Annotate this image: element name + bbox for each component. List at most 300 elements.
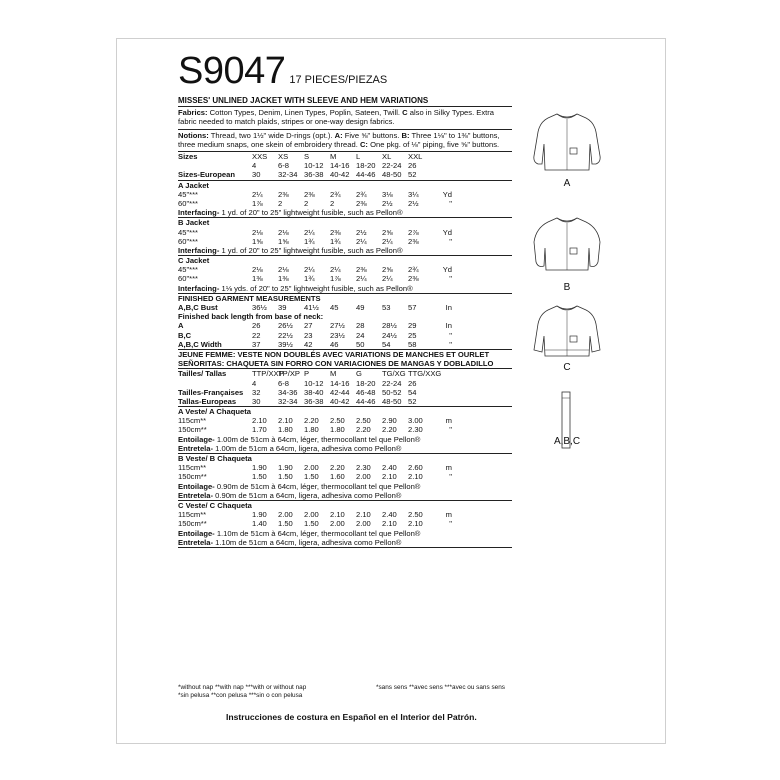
view-a-yardage-60 bbox=[178, 199, 512, 208]
footnote-fr: *sans sens **avec sens ***avec ou sans sens bbox=[376, 684, 505, 691]
table-cell: 2 bbox=[304, 198, 309, 208]
table-cell: 18-20 bbox=[356, 378, 376, 388]
table-cell: 32-34 bbox=[278, 170, 298, 180]
table-cell: In bbox=[445, 303, 452, 313]
table-cell: 1.50 bbox=[304, 472, 319, 482]
table-cell: 2½ bbox=[356, 227, 367, 237]
table-cell: SEÑORITAS: CHAQUETA SIN FORRO CON VARIACIONES DE MANGAS Y DOBLADILLO bbox=[178, 359, 494, 369]
view-a-sketch bbox=[524, 108, 610, 189]
table-cell: 37 bbox=[252, 339, 261, 349]
table-cell: 1⅛ yds. of 20" to 25" lightweight fusible, such as Pellon® bbox=[219, 283, 413, 293]
table-cell: 2⅜ bbox=[356, 198, 367, 208]
piece-count: 17 PIECES/PIEZAS bbox=[289, 74, 388, 86]
table-cell: 2.10 bbox=[252, 416, 267, 426]
table-cell: Sizes-European bbox=[178, 170, 235, 180]
table-cell: 1.00m de 51cm à 64cm, léger, thermocollant tel que Pellon® bbox=[214, 434, 421, 444]
table-cell: Yd bbox=[442, 265, 452, 275]
table-cell: 48-50 bbox=[382, 170, 402, 180]
table-cell: 48-50 bbox=[382, 396, 402, 406]
table-cell: Tailles-Françaises bbox=[178, 387, 244, 397]
table-cell: 115cm** bbox=[178, 510, 207, 520]
table-cell: B: bbox=[401, 130, 410, 140]
view-b-heading bbox=[178, 218, 512, 227]
table-cell: A bbox=[178, 321, 184, 331]
table-cell: 1⅝ bbox=[278, 236, 289, 246]
view-a-label: A bbox=[563, 178, 571, 189]
table-cell: 1⅞ bbox=[252, 198, 263, 208]
table-cell: 34-36 bbox=[278, 387, 298, 397]
table-cell: Yd bbox=[442, 189, 452, 199]
table-cell: 58 bbox=[408, 339, 417, 349]
table-cell: 2.10 bbox=[356, 510, 371, 520]
table-cell: 60"*** bbox=[178, 236, 199, 246]
table-cell: 1¾ bbox=[304, 236, 315, 246]
table-cell: JEUNE FEMME: VESTE NON DOUBLÉS AVEC VARIATIONS DE MANCHES ET OURLET bbox=[178, 349, 490, 359]
table-cell: Entoilage- bbox=[178, 481, 215, 491]
view-c-yardage-45 bbox=[178, 265, 512, 274]
footnote-en: *without nap **with nap ***with or without nap bbox=[178, 684, 307, 691]
table-cell: " bbox=[449, 198, 452, 208]
table-cell: B Veste/ B Chaqueta bbox=[178, 454, 252, 464]
table-cell: 53 bbox=[382, 303, 391, 313]
table-cell: 26 bbox=[252, 321, 261, 331]
table-cell: 2.50 bbox=[356, 416, 371, 426]
table-cell: Cotton Types, Denim, Linen Types, Poplin, Sateen, Twill. bbox=[209, 108, 403, 118]
table-cell: Notions: bbox=[178, 130, 209, 140]
spanish-title bbox=[178, 359, 512, 369]
view-a-heading bbox=[178, 181, 512, 190]
finished-measurements-heading bbox=[178, 294, 512, 303]
table-cell: A,B,C Width bbox=[178, 339, 222, 349]
table-cell: One pkg. of ⅛" piping, five ⅝" buttons. bbox=[367, 139, 500, 149]
table-cell: 10-12 bbox=[304, 378, 324, 388]
table-cell: 40-42 bbox=[330, 396, 350, 406]
table-cell: 115cm** bbox=[178, 463, 207, 473]
table-cell: 14-16 bbox=[330, 378, 350, 388]
table-cell: 2⅜ bbox=[408, 274, 419, 284]
size-numbers-row bbox=[178, 161, 512, 170]
metric-view-b-entretela bbox=[178, 491, 512, 501]
table-cell: A: bbox=[334, 130, 343, 140]
table-cell: 42 bbox=[304, 339, 313, 349]
pattern-title: MISSES' UNLINED JACKET WITH SLEEVE AND HEM VARIATIONS bbox=[178, 96, 512, 107]
table-cell: 27 bbox=[304, 321, 313, 331]
fabrics-paragraph bbox=[178, 107, 512, 129]
table-cell: 6-8 bbox=[278, 161, 289, 171]
view-c-interfacing bbox=[178, 284, 512, 294]
table-cell: 2⅜ bbox=[304, 189, 315, 199]
bust-row bbox=[178, 303, 512, 312]
table-cell: 41½ bbox=[304, 303, 319, 313]
view-b-interfacing bbox=[178, 246, 512, 256]
table-cell: Five ⅝" buttons. bbox=[342, 130, 402, 140]
metric-view-b-150 bbox=[178, 472, 512, 481]
table-cell: 1.40 bbox=[252, 519, 267, 529]
table-cell: 36-38 bbox=[304, 396, 324, 406]
table-cell: 45"*** bbox=[178, 189, 199, 199]
metric-view-a-115 bbox=[178, 416, 512, 425]
table-cell: 2⅛ bbox=[252, 265, 263, 275]
table-cell: 150cm** bbox=[178, 425, 207, 435]
table-cell: 2 bbox=[278, 198, 283, 208]
table-cell: 46-48 bbox=[356, 387, 376, 397]
table-cell: 2⅛ bbox=[252, 227, 263, 237]
table-cell: 2⅝ bbox=[382, 265, 393, 275]
table-cell: A Jacket bbox=[178, 180, 209, 190]
table-cell: 1.90 bbox=[252, 463, 267, 473]
view-b-yardage-60 bbox=[178, 237, 512, 246]
table-cell: m bbox=[445, 510, 452, 520]
table-cell: 2.10 bbox=[330, 510, 345, 520]
table-cell: 23½ bbox=[330, 330, 345, 340]
table-cell: 2¼ bbox=[382, 236, 393, 246]
pattern-number: S9047 bbox=[178, 50, 286, 92]
table-cell: 28 bbox=[356, 321, 365, 331]
table-cell: 45"*** bbox=[178, 265, 199, 275]
table-cell: A Veste/ A Chaqueta bbox=[178, 407, 252, 417]
table-cell: 2¾ bbox=[356, 189, 367, 199]
table-cell: 23 bbox=[304, 330, 313, 340]
table-cell: Entoilage- bbox=[178, 434, 215, 444]
table-cell: 2¼ bbox=[356, 274, 367, 284]
table-cell: 42-44 bbox=[330, 387, 350, 397]
table-cell: " bbox=[449, 472, 452, 482]
table-cell: 2.50 bbox=[408, 510, 423, 520]
table-cell: 2⅛ bbox=[278, 227, 289, 237]
table-cell: M bbox=[330, 152, 337, 162]
table-cell: B,C bbox=[178, 330, 192, 340]
table-cell: 3.00 bbox=[408, 416, 423, 426]
table-cell: " bbox=[449, 519, 452, 529]
table-cell: 1⅜ bbox=[252, 274, 263, 284]
table-cell: Fabrics: bbox=[178, 108, 208, 118]
table-cell: 44-46 bbox=[356, 170, 376, 180]
table-cell: 2⅜ bbox=[356, 265, 367, 275]
metric-size-numbers-row bbox=[178, 379, 512, 388]
table-cell: Entoilage- bbox=[178, 528, 215, 538]
view-c-label: C bbox=[563, 362, 571, 373]
table-cell: 2⅛ bbox=[278, 265, 289, 275]
table-cell: 1.90 bbox=[278, 463, 293, 473]
table-cell: 1.50 bbox=[252, 472, 267, 482]
table-cell: 1.70 bbox=[252, 425, 267, 435]
view-c-heading bbox=[178, 256, 512, 265]
table-cell: Interfacing- bbox=[178, 245, 220, 255]
table-cell: Entretela- bbox=[178, 537, 214, 547]
size-letters-row bbox=[178, 152, 512, 161]
table-cell: 2.50 bbox=[330, 416, 345, 426]
table-cell: 29 bbox=[408, 321, 417, 331]
metric-view-c-heading bbox=[178, 501, 512, 510]
table-cell: 52 bbox=[408, 396, 417, 406]
table-cell: 2½ bbox=[408, 198, 419, 208]
table-cell: 49 bbox=[356, 303, 365, 313]
table-cell: 57 bbox=[408, 303, 417, 313]
view-c-yardage-60 bbox=[178, 274, 512, 283]
table-cell: 30 bbox=[252, 170, 261, 180]
back-length-bc-row bbox=[178, 331, 512, 340]
table-cell: 2.40 bbox=[382, 510, 397, 520]
table-cell: 1.50 bbox=[304, 519, 319, 529]
table-cell: 54 bbox=[382, 339, 391, 349]
table-cell: 1 yd. of 20" to 25" lightweight fusible, such as Pellon® bbox=[219, 245, 403, 255]
jacket-c-drawing bbox=[524, 300, 610, 366]
table-cell: 1⅞ bbox=[330, 274, 341, 284]
table-cell: 24½ bbox=[382, 330, 397, 340]
table-cell: 22½ bbox=[278, 330, 293, 340]
view-abc-label: A,B,C bbox=[553, 436, 581, 447]
table-cell: 60"*** bbox=[178, 274, 199, 284]
table-cell: S bbox=[304, 152, 310, 162]
table-cell: TG/XG bbox=[382, 369, 406, 379]
table-cell: Yd bbox=[442, 227, 452, 237]
table-cell: Sizes bbox=[178, 152, 198, 162]
table-cell: C Jacket bbox=[178, 256, 210, 266]
metric-size-letters-row bbox=[178, 369, 512, 378]
table-cell: TTP/XXP bbox=[252, 369, 284, 379]
table-cell: 26 bbox=[408, 378, 417, 388]
table-cell: 39 bbox=[278, 303, 287, 313]
table-cell: 2.40 bbox=[382, 463, 397, 473]
table-cell: P bbox=[304, 369, 310, 379]
view-b-label: B bbox=[563, 282, 571, 293]
table-cell: 115cm** bbox=[178, 416, 207, 426]
table-cell: XXL bbox=[408, 152, 423, 162]
view-a-yardage-45 bbox=[178, 190, 512, 199]
table-cell: m bbox=[445, 416, 452, 426]
table-cell: also in Silky Types. Extra fabric needed to match plaids, stripes or one-way design fabrics. bbox=[178, 108, 495, 127]
table-cell: 50 bbox=[356, 339, 365, 349]
table-cell: 2.00 bbox=[356, 472, 371, 482]
metric-view-c-entoilage bbox=[178, 529, 512, 538]
footnotes bbox=[178, 684, 512, 700]
table-cell: TP/XP bbox=[278, 369, 300, 379]
table-cell: 2.00 bbox=[356, 519, 371, 529]
table-cell: 10-12 bbox=[304, 161, 324, 171]
table-cell: C Veste/ C Chaqueta bbox=[178, 500, 252, 510]
table-cell: XXS bbox=[252, 152, 268, 162]
table-cell: 150cm** bbox=[178, 472, 207, 482]
table-cell: " bbox=[449, 425, 452, 435]
table-cell: 60"*** bbox=[178, 198, 199, 208]
tailles-francaises-row bbox=[178, 388, 512, 397]
table-cell: 45 bbox=[330, 303, 339, 313]
table-cell: 1.10m de 51cm à 64cm, léger, thermocollant tel que Pellon® bbox=[214, 528, 421, 538]
metric-view-b-heading bbox=[178, 454, 512, 463]
table-cell: Entretela- bbox=[178, 443, 214, 453]
table-cell: Entretela- bbox=[178, 490, 214, 500]
table-cell: 26 bbox=[408, 161, 417, 171]
table-cell: 50-52 bbox=[382, 387, 402, 397]
sizes-european-row bbox=[178, 170, 512, 180]
table-cell: Tailles/ Tallas bbox=[178, 369, 227, 379]
table-cell: 2.10 bbox=[408, 519, 423, 529]
table-cell: 38-40 bbox=[304, 387, 324, 397]
table-cell: " bbox=[449, 339, 452, 349]
table-cell: 6-8 bbox=[278, 378, 289, 388]
view-a-interfacing bbox=[178, 208, 512, 218]
table-cell: 36½ bbox=[252, 303, 267, 313]
metric-view-b-entoilage bbox=[178, 482, 512, 491]
table-cell: FINISHED GARMENT MEASUREMENTS bbox=[178, 293, 321, 303]
table-cell: 22 bbox=[252, 330, 261, 340]
table-cell: 0.90m de 51cm a 64cm, ligera, adhesiva como Pellon® bbox=[213, 490, 402, 500]
metric-view-c-115 bbox=[178, 510, 512, 519]
table-cell: 2.00 bbox=[330, 519, 345, 529]
table-cell: 1¾ bbox=[330, 236, 341, 246]
yardage-chart bbox=[178, 96, 512, 548]
table-cell: 26½ bbox=[278, 321, 293, 331]
footnote-es: *sin pelusa **con pelusa ***sin o con pelusa bbox=[178, 692, 303, 699]
table-cell: 2.10 bbox=[278, 416, 293, 426]
table-cell: 22-24 bbox=[382, 378, 402, 388]
table-cell: B Jacket bbox=[178, 218, 210, 228]
table-cell: 1.60 bbox=[330, 472, 345, 482]
belt-sketch bbox=[524, 388, 610, 452]
table-cell: 54 bbox=[408, 387, 417, 397]
table-cell: 1.50 bbox=[278, 472, 293, 482]
view-c-sketch bbox=[524, 300, 610, 373]
table-cell: C: bbox=[359, 139, 368, 149]
table-cell: 27½ bbox=[330, 321, 345, 331]
table-cell: 25 bbox=[408, 330, 417, 340]
table-cell: 45"*** bbox=[178, 227, 199, 237]
table-cell: " bbox=[449, 330, 452, 340]
table-cell: 4 bbox=[252, 161, 257, 171]
metric-view-a-entretela bbox=[178, 444, 512, 454]
table-cell: 2⅝ bbox=[382, 227, 393, 237]
table-cell: 2¼ bbox=[304, 265, 315, 275]
table-cell: 30 bbox=[252, 396, 261, 406]
table-cell: 1.00m de 51cm a 64cm, ligera, adhesiva como Pellon® bbox=[213, 443, 402, 453]
table-cell: 22-24 bbox=[382, 161, 402, 171]
table-cell: 4 bbox=[252, 378, 257, 388]
table-cell: " bbox=[449, 274, 452, 284]
table-cell: 40-42 bbox=[330, 170, 350, 180]
table-cell: 3⅛ bbox=[382, 189, 393, 199]
table-cell: 32 bbox=[252, 387, 261, 397]
table-cell: 1¾ bbox=[304, 274, 315, 284]
table-cell: " bbox=[449, 236, 452, 246]
table-cell: Three 1⅛" to 1⅜" buttons, three medium snaps, one skein of embroidery thread. bbox=[178, 130, 500, 149]
table-cell: 2¾ bbox=[330, 189, 341, 199]
table-cell: 1 yd. of 20" to 25" lightweight fusible, such as Pellon® bbox=[219, 208, 403, 218]
table-cell: 14-16 bbox=[330, 161, 350, 171]
table-cell: 2¼ bbox=[382, 274, 393, 284]
table-cell: 28½ bbox=[382, 321, 397, 331]
metric-view-c-entretela bbox=[178, 538, 512, 548]
table-cell: 1⅝ bbox=[252, 236, 263, 246]
table-cell: 2.20 bbox=[356, 425, 371, 435]
table-cell: M bbox=[330, 369, 337, 379]
table-cell: 2 bbox=[330, 198, 335, 208]
table-cell: 2¼ bbox=[252, 189, 263, 199]
metric-view-c-150 bbox=[178, 519, 512, 528]
table-cell: Thread, two 1½" wide D-rings (opt.). bbox=[210, 130, 335, 140]
table-cell: 2⅜ bbox=[408, 236, 419, 246]
table-cell: Tallas-Europeas bbox=[178, 396, 237, 406]
table-cell: m bbox=[445, 463, 452, 473]
table-cell: 2⅜ bbox=[330, 227, 341, 237]
table-cell: 2.20 bbox=[330, 463, 345, 473]
table-cell: Interfacing- bbox=[178, 283, 220, 293]
table-cell: In bbox=[445, 321, 452, 331]
metric-view-b-115 bbox=[178, 463, 512, 472]
table-cell: Interfacing- bbox=[178, 208, 220, 218]
table-cell: 1.50 bbox=[278, 519, 293, 529]
table-cell: 2.00 bbox=[278, 510, 293, 520]
table-cell: 2.20 bbox=[382, 425, 397, 435]
metric-view-a-150 bbox=[178, 425, 512, 434]
table-cell: 2.60 bbox=[408, 463, 423, 473]
table-cell: 2.10 bbox=[382, 472, 397, 482]
table-cell: 3¼ bbox=[408, 189, 419, 199]
table-cell: 2¼ bbox=[304, 227, 315, 237]
view-b-sketch bbox=[524, 212, 610, 293]
back-length-a-row bbox=[178, 321, 512, 330]
tallas-europeas-row bbox=[178, 397, 512, 407]
table-cell: 2⅜ bbox=[278, 189, 289, 199]
table-cell: 18-20 bbox=[356, 161, 376, 171]
table-cell: 2.30 bbox=[356, 463, 371, 473]
table-cell: G bbox=[356, 369, 362, 379]
table-cell: 2.00 bbox=[304, 463, 319, 473]
table-cell: L bbox=[356, 152, 361, 162]
table-cell: C bbox=[402, 108, 408, 118]
table-cell: 2.30 bbox=[408, 425, 423, 435]
table-cell: 2¼ bbox=[330, 265, 341, 275]
table-cell: 2½ bbox=[382, 198, 393, 208]
table-cell: 2.90 bbox=[382, 416, 397, 426]
table-cell: 2.10 bbox=[382, 519, 397, 529]
pattern-header bbox=[178, 50, 387, 93]
back-length-heading bbox=[178, 312, 512, 321]
table-cell: 0.90m de 51cm à 64cm, léger, thermocollant tel que Pellon® bbox=[214, 481, 421, 491]
table-cell: A,B,C Bust bbox=[178, 303, 218, 313]
table-cell: 36-38 bbox=[304, 170, 324, 180]
table-cell: XL bbox=[382, 152, 392, 162]
table-cell: 32-34 bbox=[278, 396, 298, 406]
table-cell: 1.80 bbox=[330, 425, 345, 435]
table-cell: 2.00 bbox=[304, 510, 319, 520]
french-title bbox=[178, 350, 512, 359]
table-cell: Finished back length from base of neck: bbox=[178, 312, 324, 322]
table-cell: 39½ bbox=[278, 339, 293, 349]
jacket-a-drawing bbox=[524, 108, 610, 174]
table-cell: 1.80 bbox=[304, 425, 319, 435]
table-cell: 2.20 bbox=[304, 416, 319, 426]
table-cell: 1.10m de 51cm a 64cm, ligera, adhesiva como Pellon® bbox=[213, 537, 402, 547]
table-cell: 1.80 bbox=[278, 425, 293, 435]
table-cell: 2⅞ bbox=[408, 227, 419, 237]
table-cell: 46 bbox=[330, 339, 339, 349]
table-cell: 2¾ bbox=[408, 265, 419, 275]
metric-view-a-entoilage bbox=[178, 435, 512, 444]
table-cell: 150cm** bbox=[178, 519, 207, 529]
jacket-b-drawing bbox=[524, 212, 610, 278]
table-cell: 24 bbox=[356, 330, 365, 340]
view-b-yardage-45 bbox=[178, 228, 512, 237]
table-cell: 52 bbox=[408, 170, 417, 180]
spanish-instructions-note: Instrucciones de costura en Español en el Interior del Patrón. bbox=[226, 712, 477, 722]
table-cell: XS bbox=[278, 152, 289, 162]
width-row bbox=[178, 340, 512, 350]
table-cell: 44-46 bbox=[356, 396, 376, 406]
notions-paragraph bbox=[178, 130, 512, 152]
table-cell: 2¼ bbox=[356, 236, 367, 246]
table-cell: 1.90 bbox=[252, 510, 267, 520]
metric-view-a-heading bbox=[178, 407, 512, 416]
